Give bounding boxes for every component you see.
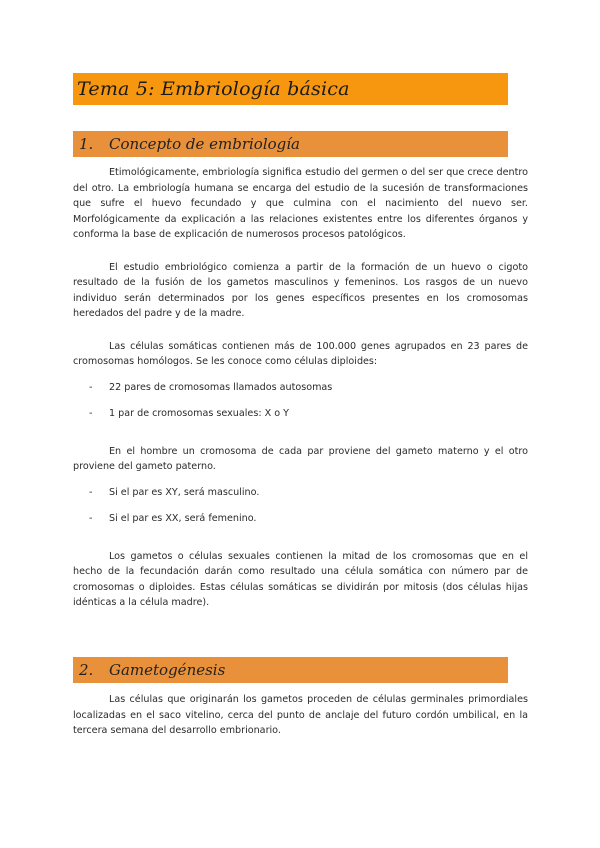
section-2-heading-bar [73,657,508,683]
section-1-heading: Concepto de embriología [109,135,300,153]
list-item: - 1 par de cromosomas sexuales: X o Y [73,406,528,422]
section-2-number: 2. [79,661,94,679]
section-1-number: 1. [79,135,94,153]
document-title-bar [73,73,508,105]
paragraph: Los gametos o células sexuales contienen la mitad de los cromosomas que en el hecho de la fecundación darán como resultado una célula somática con número par de cromosomas o diploides. Estas células somáticas se dividirán por mitosis (dos células hijas idénticas a la célula madre). [73,550,528,608]
paragraph: Las células que originarán los gametos proceden de células germinales primordiales localizadas en el saco vitelino, cerca del punto de anclaje del futuro cordón umbilical, en la tercera semana del desarrollo embrionario. [73,694,528,736]
list-item: - Si el par es XX, será femenino. [73,511,528,527]
section-1-body [73,165,528,611]
list-item: - Si el par es XY, será masculino. [73,485,528,501]
sex-chromosome-list [73,485,528,527]
section-2-body [73,692,528,739]
chromosome-list [73,380,528,422]
paragraph: Etimológicamente, embriología significa estudio del germen o del ser que crece dentro del otro. La embriología humana se encarga del estudio de la sucesión de transformaciones que sufre el huevo fecundado y que culmina con el nacimiento del nuevo ser. Morfológicamente da explicación a las relaciones existentes entre los diferentes órganos y conforma la base de explicación de numerosos procesos patológicos. [73,167,528,240]
paragraph: En el hombre un cromosoma de cada par proviene del gameto materno y el otro proviene del gameto paterno. [73,445,528,472]
section-1-heading-bar [73,131,508,157]
list-item: - 22 pares de cromosomas llamados autosomas [73,380,528,396]
paragraph: Las células somáticas contienen más de 100.000 genes agrupados en 23 pares de cromosomas homólogos. Se les conoce como células diploides: [73,340,528,367]
section-2-heading: Gametogénesis [109,661,226,679]
document-title: Tema 5: Embriología básica [77,78,350,100]
paragraph: El estudio embriológico comienza a partir de la formación de un huevo o cigoto resultado de la fusión de los gametos masculinos y femeninos. Los rasgos de un nuevo individuo serán determinados por los genes específicos presentes en los cromosomas heredados del padre y de la madre. [73,261,528,319]
